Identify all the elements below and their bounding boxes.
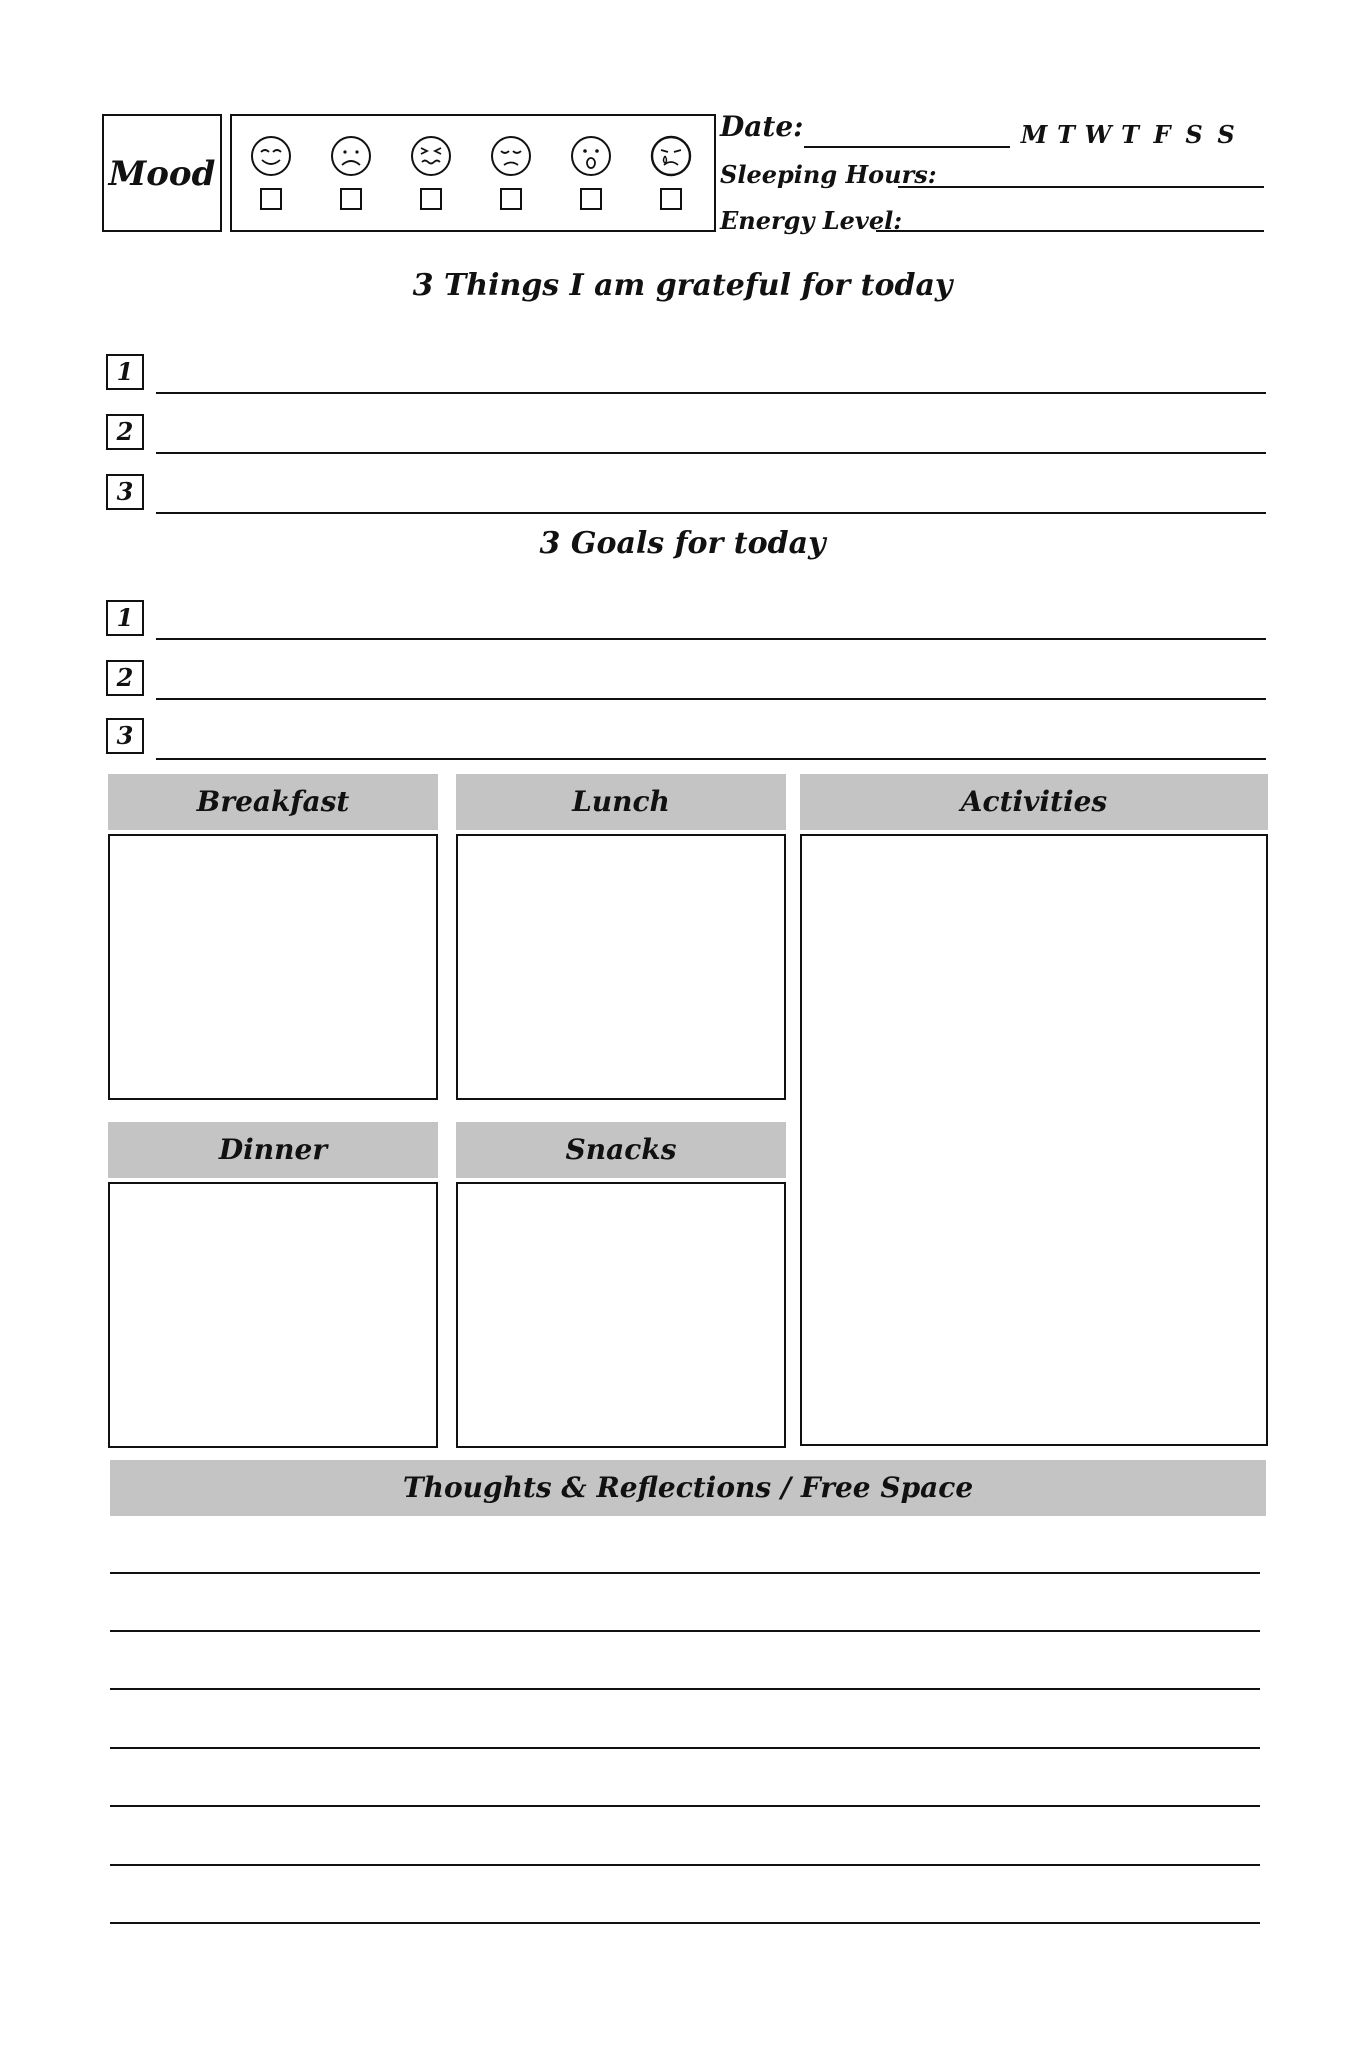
mood-checkbox-sleepy[interactable] (500, 188, 522, 210)
grateful-line-2[interactable] (156, 452, 1266, 454)
sleeping-hours-field[interactable] (898, 186, 1264, 188)
energy-level-label: Energy Level: (720, 206, 903, 235)
weekday-monday[interactable]: M (1020, 120, 1048, 149)
mood-option-sad (326, 134, 376, 210)
mood-checkbox-sad[interactable] (340, 188, 362, 210)
goals-title: 3 Goals for today (539, 526, 826, 561)
date-label: Date: (720, 110, 804, 143)
mood-box (102, 114, 222, 232)
weekday-friday[interactable]: F (1153, 120, 1171, 149)
smiling-face-icon (249, 134, 293, 178)
mood-checkbox-squinting[interactable] (420, 188, 442, 210)
weekday-tuesday[interactable]: T (1057, 120, 1075, 149)
goal-number-2: 2 (106, 660, 144, 696)
crying-face-icon (649, 134, 693, 178)
mood-option-surprised (566, 134, 616, 210)
mood-checkbox-smiling[interactable] (260, 188, 282, 210)
weekday-thursday[interactable]: T (1121, 120, 1139, 149)
lunch-header: Lunch (456, 774, 786, 830)
mood-label: Mood (108, 154, 216, 194)
grateful-line-3[interactable] (156, 512, 1266, 514)
mood-checkbox-crying[interactable] (660, 188, 682, 210)
weekday-sunday[interactable]: S (1217, 120, 1235, 149)
goal-line-3[interactable] (156, 758, 1266, 760)
snacks-box[interactable] (456, 1182, 786, 1448)
reflection-line[interactable] (110, 1688, 1260, 1690)
squinting-face-icon (409, 134, 453, 178)
mood-option-squinting (406, 134, 456, 210)
snacks-header: Snacks (456, 1122, 786, 1178)
sleeping-hours-label: Sleeping Hours: (720, 160, 937, 189)
breakfast-header: Breakfast (108, 774, 438, 830)
activities-header: Activities (800, 774, 1268, 830)
mood-option-crying (646, 134, 696, 210)
breakfast-box[interactable] (108, 834, 438, 1100)
mood-option-sleepy (486, 134, 536, 210)
grateful-number-3: 3 (106, 474, 144, 510)
weekday-saturday[interactable]: S (1185, 120, 1203, 149)
activities-box[interactable] (800, 834, 1268, 1446)
lunch-box[interactable] (456, 834, 786, 1100)
grateful-number-1: 1 (106, 354, 144, 390)
surprised-face-icon (569, 134, 613, 178)
sleepy-face-icon (489, 134, 533, 178)
date-field[interactable] (804, 146, 1010, 148)
mood-checkbox-surprised[interactable] (580, 188, 602, 210)
goal-line-2[interactable] (156, 698, 1266, 700)
goal-number-1: 1 (106, 600, 144, 636)
mood-faces-box (230, 114, 716, 232)
goal-number-3: 3 (106, 718, 144, 754)
grateful-number-2: 2 (106, 414, 144, 450)
reflections-header: Thoughts & Reflections / Free Space (110, 1460, 1266, 1516)
dinner-box[interactable] (108, 1182, 438, 1448)
reflection-line[interactable] (110, 1747, 1260, 1749)
reflection-line[interactable] (110, 1864, 1260, 1866)
reflection-line[interactable] (110, 1805, 1260, 1807)
energy-level-field[interactable] (876, 230, 1264, 232)
weekday-wednesday[interactable]: W (1084, 120, 1112, 149)
grateful-title: 3 Things I am grateful for today (412, 268, 953, 303)
goal-line-1[interactable] (156, 638, 1266, 640)
sad-face-icon (329, 134, 373, 178)
reflection-line[interactable] (110, 1630, 1260, 1632)
dinner-header: Dinner (108, 1122, 438, 1178)
reflection-line[interactable] (110, 1572, 1260, 1574)
grateful-line-1[interactable] (156, 392, 1266, 394)
reflection-line[interactable] (110, 1922, 1260, 1924)
mood-option-smiling (246, 134, 296, 210)
weekday-selector (1018, 120, 1242, 149)
